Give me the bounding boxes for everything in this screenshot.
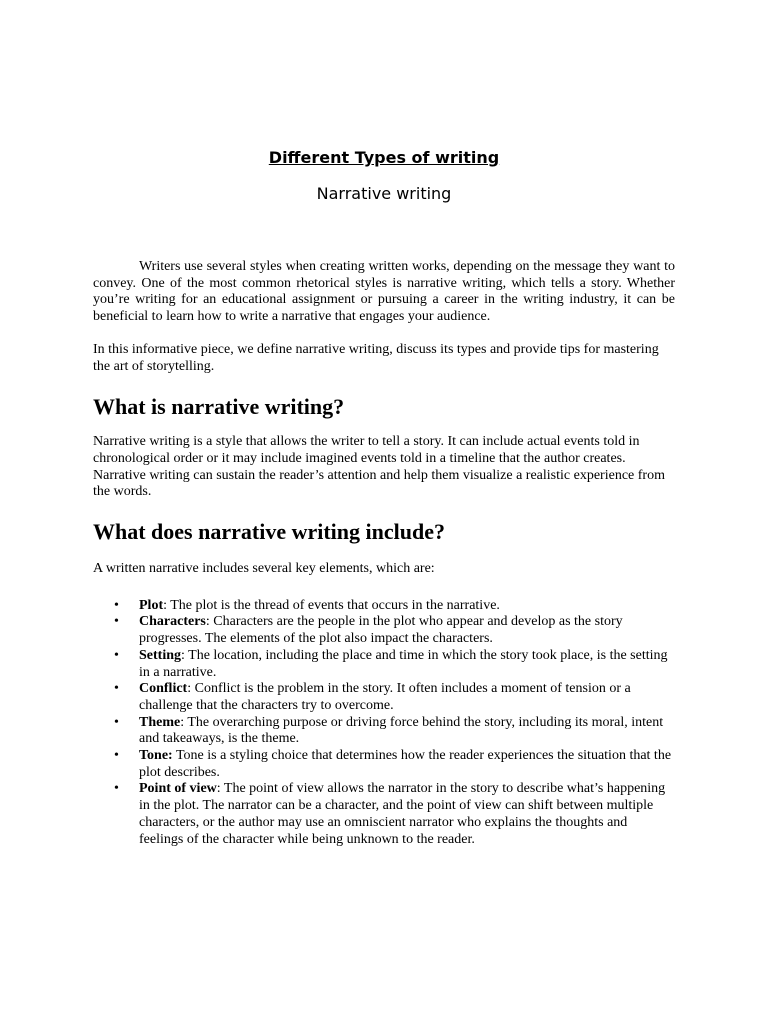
list-item <box>93 614 675 647</box>
element-text: The overarching purpose or driving force behind the story, including its moral, intent and takeaways, is the theme. <box>139 714 664 747</box>
bullet-icon: • <box>114 597 119 613</box>
list-item <box>93 781 675 848</box>
definition-paragraph: Narrative writing is a style that allows the writer to tell a story. It can include actual events told in chronological order or it may include imagined events told in a timeline that the author creates. Narrative writing can sustain the reader’s attention and help them visualize a realistic experience from the words. <box>93 434 665 500</box>
element-text: The location, including the place and time in which the story took place, is the setting in a narrative. <box>139 647 668 680</box>
document-body <box>93 259 675 848</box>
element-term: Point of view <box>139 781 217 797</box>
element-term: Plot <box>139 597 164 613</box>
element-text: Tone is a styling choice that determines how the reader experiences the situation that the plot describes. <box>139 748 672 780</box>
element-term: Characters <box>139 614 206 630</box>
element-text: Characters are the people in the plot who appear and develop as the story progresses. The elements of the plot also impact the characters. <box>139 614 623 647</box>
element-term: Setting <box>139 647 181 663</box>
element-separator: : <box>187 681 192 697</box>
list-item <box>93 715 675 748</box>
bullet-icon: • <box>114 714 119 730</box>
element-term: Theme <box>139 714 181 730</box>
bullet-icon: • <box>114 748 119 764</box>
element-text: The point of view allows the narrator in the story to describe what’s happening in the plot. The narrator can be a character, and the point of view can shift between multiple characters, or the author may use an omniscient narrator who explains the thoughts and feelings of the character while being unknown to the reader. <box>139 781 666 847</box>
element-separator: : <box>163 597 167 613</box>
element-separator: : <box>180 714 185 730</box>
element-term: Tone: <box>139 748 173 764</box>
element-text: Conflict is the problem in the story. It often includes a moment of tension or a challenge that the characters try to overcome. <box>139 681 631 713</box>
element-text: The plot is the thread of events that occurs in the narrative. <box>167 597 500 613</box>
section-heading-what-is: What is narrative writing? <box>93 394 345 420</box>
elements-intro: A written narrative includes several key elements, which are: <box>93 561 435 577</box>
bullet-icon: • <box>114 647 119 663</box>
element-separator: : <box>181 647 185 663</box>
list-item <box>93 648 675 681</box>
element-term: Conflict <box>139 681 188 697</box>
bullet-icon: • <box>114 681 119 697</box>
document-title: Different Types of writing <box>268 148 500 167</box>
section-heading-what-includes: What does narrative writing include? <box>93 519 445 545</box>
document-subtitle: Narrative writing <box>316 184 452 203</box>
list-item <box>93 681 675 714</box>
list-item <box>93 598 675 615</box>
bullet-icon: • <box>114 614 119 630</box>
bullet-icon: • <box>114 781 119 797</box>
elements-list <box>93 598 675 849</box>
element-separator: : <box>216 781 221 797</box>
list-item <box>93 748 675 781</box>
intro-paragraph: Writers use several styles when creating written works, depending on the message they want to convey. One of the most common rhetorical styles is narrative writing, which tells a story. Whether you’re writing for an educational assignment or pursuing a career in the writing industry, it can be beneficial to learn how to write a narrative that engages your audience. <box>93 259 675 325</box>
element-separator: : <box>205 614 210 630</box>
second-paragraph: In this informative piece, we define narrative writing, discuss its types and provide tips for mastering the art of storytelling. <box>93 341 659 374</box>
